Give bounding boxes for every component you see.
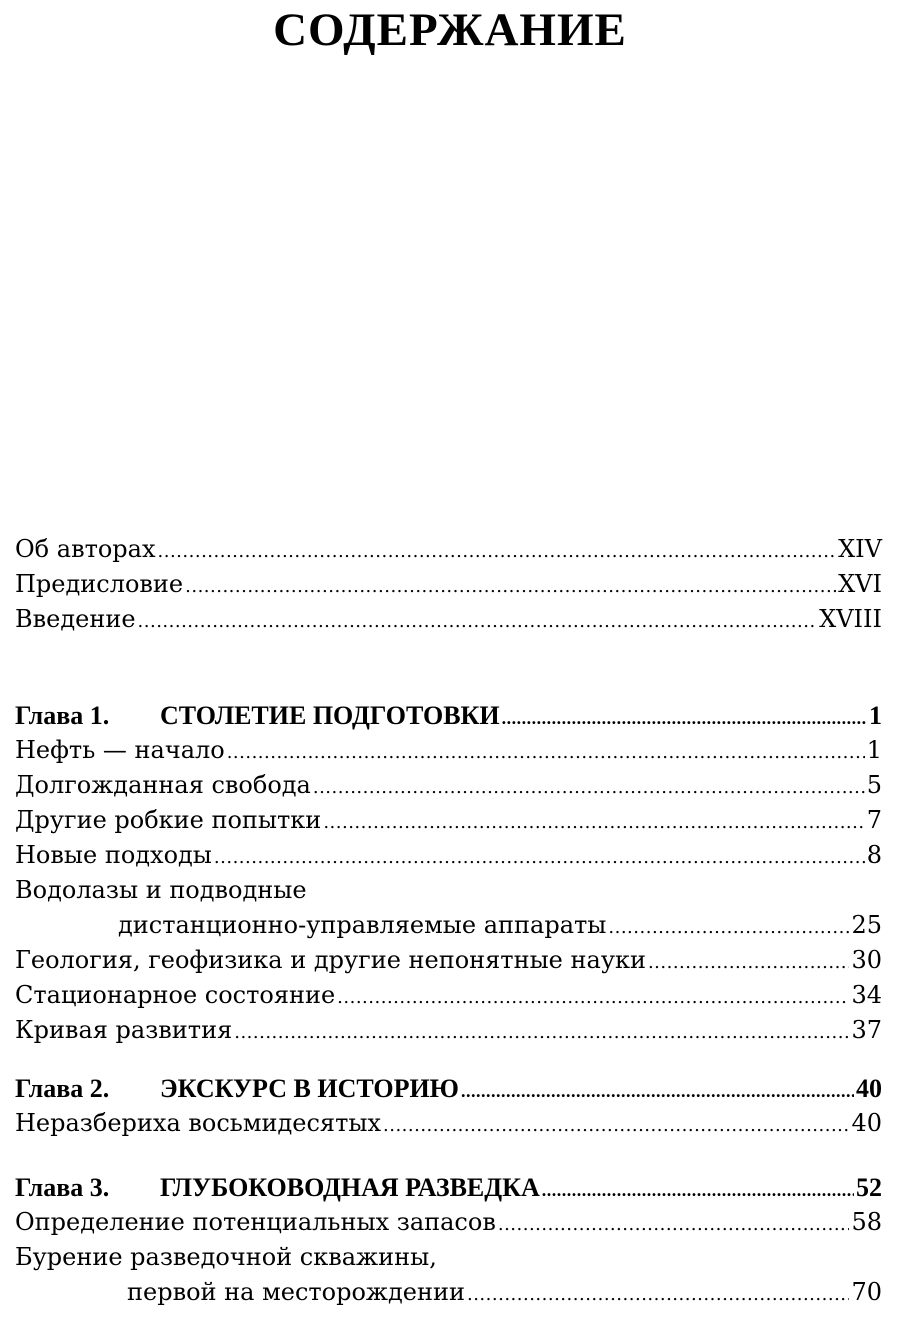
toc-entry[interactable]	[15, 978, 882, 1013]
toc-entry[interactable]	[15, 1013, 882, 1048]
chapter-2-heading[interactable]	[15, 1071, 882, 1106]
toc-entry-introduction[interactable]	[15, 602, 882, 637]
chapter-title: ЭКСКУРС В ИСТОРИЮ	[160, 1074, 459, 1103]
chapter-title: СТОЛЕТИЕ ПОДГОТОВКИ	[160, 701, 500, 730]
leader-dots	[313, 768, 865, 805]
toc-entry-page: XIV	[838, 535, 882, 563]
toc-entry-label-line1: Водолазы и подводные	[15, 876, 307, 904]
toc-entry-line2	[15, 908, 882, 943]
toc-entry-page: 5	[866, 771, 882, 799]
toc-entry-label: Неразбериха восьмидесятых	[15, 1109, 381, 1137]
toc-entry-label: Об авторах	[15, 535, 156, 563]
toc-entry[interactable]	[15, 943, 882, 978]
page-title: СОДЕРЖАНИЕ	[273, 4, 627, 56]
toc-entry-label: Новые подходы	[15, 841, 212, 869]
toc-entry-page: 40	[851, 1109, 882, 1137]
leader-dots	[467, 1275, 849, 1312]
toc-entry-page: 7	[866, 806, 882, 834]
chapter-title: ГЛУБОКОВОДНАЯ РАЗВЕДКА	[160, 1173, 540, 1202]
toc-entry-multiline[interactable]	[15, 1240, 882, 1310]
front-matter-list	[15, 532, 882, 637]
toc-entry-label: Определение потенциальных запасов	[15, 1208, 496, 1236]
toc-entry-line2	[15, 1275, 882, 1310]
toc-entry-multiline[interactable]	[15, 873, 882, 943]
toc-entry-page: 8	[866, 841, 882, 869]
leader-dots	[214, 838, 865, 875]
leader-dots	[337, 978, 849, 1015]
toc-entry[interactable]	[15, 838, 882, 873]
leader-dots	[502, 698, 867, 736]
toc-entry-label-line1: Бурение разведочной скважины,	[15, 1243, 437, 1271]
toc-entry-label: Другие робкие попытки	[15, 806, 322, 834]
toc-entry-page: 37	[851, 1016, 882, 1044]
toc-entry-label-line2: дистанционно-управляемые аппараты	[118, 911, 607, 939]
toc-entry-preface[interactable]	[15, 567, 882, 602]
toc-entry-label: Стационарное состояние	[15, 981, 336, 1009]
toc-entry[interactable]	[15, 733, 882, 768]
toc-entry-page: 34	[851, 981, 882, 1009]
toc-entry-page: XVI	[838, 570, 882, 598]
chapter-3-heading[interactable]	[15, 1170, 882, 1205]
leader-dots	[383, 1106, 849, 1143]
toc-entry-page: 52	[856, 1173, 882, 1202]
toc-entry[interactable]	[15, 1106, 882, 1141]
leader-dots	[461, 1071, 854, 1109]
toc-entry-page: 30	[851, 946, 882, 974]
toc-entry-label-line2: первой на месторождении	[127, 1278, 465, 1306]
toc-entry-about-authors[interactable]	[15, 532, 882, 567]
toc-entry-label: Предисловие	[15, 570, 184, 598]
toc-entry-page: 58	[851, 1208, 882, 1236]
leader-dots	[608, 908, 849, 945]
toc-entry-page: 1	[869, 701, 882, 730]
leader-dots	[185, 567, 836, 604]
chapter-1-section	[15, 698, 882, 1048]
chapter-3-section	[15, 1170, 882, 1310]
leader-dots	[158, 532, 837, 569]
chapter-number: Глава 3.	[15, 1173, 110, 1202]
toc-entry-page: 25	[851, 911, 882, 939]
toc-entry-page: 70	[851, 1278, 882, 1306]
toc-entry-label: Кривая развития	[15, 1016, 233, 1044]
toc-entry[interactable]	[15, 1205, 882, 1240]
leader-dots	[323, 803, 864, 840]
leader-dots	[542, 1170, 854, 1208]
toc-entry[interactable]	[15, 768, 882, 803]
toc-entry-page: 40	[856, 1074, 882, 1103]
chapter-number: Глава 2.	[15, 1074, 110, 1103]
leader-dots	[648, 943, 850, 980]
leader-dots	[227, 733, 865, 770]
toc-entry[interactable]	[15, 803, 882, 838]
leader-dots	[234, 1013, 849, 1050]
leader-dots	[138, 602, 818, 639]
chapter-1-heading[interactable]	[15, 698, 882, 733]
toc-entry-label: Долгожданная свобода	[15, 771, 311, 799]
leader-dots	[498, 1205, 850, 1242]
toc-entry-label: Введение	[15, 605, 136, 633]
toc-entry-label: Нефть — начало	[15, 736, 225, 764]
toc-entry-page: 1	[866, 736, 882, 764]
chapter-2-section	[15, 1071, 882, 1141]
toc-entry-label: Геология, геофизика и другие непонятные науки	[15, 946, 646, 974]
toc-entry-page: XVIII	[819, 605, 882, 633]
chapter-number: Глава 1.	[15, 701, 110, 730]
